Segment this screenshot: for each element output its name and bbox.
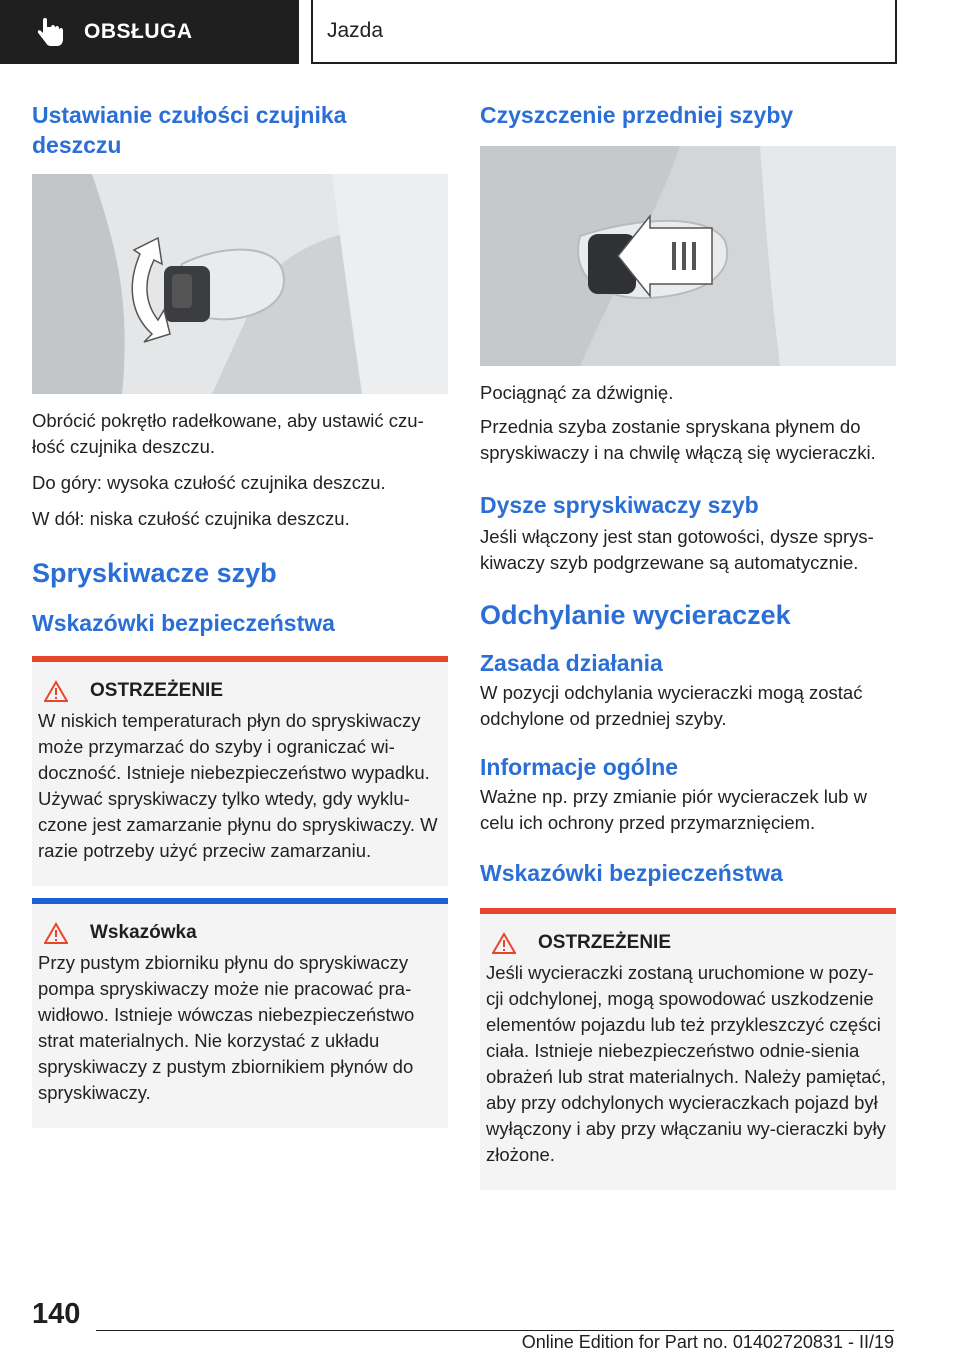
heading-general-info: Informacje ogólne (480, 754, 679, 780)
heading-principle: Zasada działania (480, 650, 663, 676)
warning-title: OSTRZEŻENIE (90, 680, 224, 701)
note-box (32, 898, 448, 1128)
note-text: Przy pustym zbiorniku płynu do spryskiwaczy pompa spryskiwaczy może nie pracować pra-widłowo. Istnieje wówczas niebezpieczeństwo strat materialnych. Nie korzystać z układu spryskiwaczy z pustym zbiornikiem płynów do spryskiwaczy. (38, 952, 415, 1103)
text-clean-1: Pociągnąć za dźwignię. (480, 382, 674, 403)
heading-clean-windshield: Czyszczenie przedniej szyby (480, 102, 794, 128)
warning-title: OSTRZEŻENIE (538, 932, 672, 953)
text-rain-sensor-2: Do góry: wysoka czułość czujnika deszczu. (32, 472, 386, 493)
warning-box-right (480, 908, 896, 1190)
heading-safety-left: Wskazówki bezpieczeństwa (32, 610, 335, 636)
text-principle: W pozycji odchylania wycieraczki mogą zostać odchylone od przedniej szyby. (480, 682, 863, 729)
page-header (0, 0, 960, 66)
heading-nozzles: Dysze spryskiwaczy szyb (480, 492, 759, 518)
page-number: 140 (32, 1298, 81, 1330)
text-nozzles: Jeśli włączony jest stan gotowości, dysze sprys-kiwaczy szyb podgrzewane są automatycznie. (480, 526, 874, 573)
heading-rain-sensor: Ustawianie czułości czujnika deszczu (32, 102, 347, 158)
text-rain-sensor-1: Obrócić pokrętło radełkowane, aby ustawić czu-łość czujnika deszczu. (32, 410, 424, 457)
heading-safety-right: Wskazówki bezpieczeństwa (480, 860, 783, 886)
rain-sensor-illustration (32, 174, 448, 394)
text-general-info: Ważne np. przy zmianie piór wycieraczek lub w celu ich ochrony przed przymarznięciem. (480, 786, 867, 833)
section-tab-label: OBSŁUGA (84, 20, 193, 43)
heading-fold-wipers: Odchylanie wycieraczek (480, 600, 791, 630)
right-column (480, 100, 896, 1190)
text-rain-sensor-3: W dół: niska czułość czujnika deszczu. (32, 508, 350, 529)
left-column (32, 100, 448, 1128)
hand-pointer-icon (36, 16, 66, 48)
footer-divider (96, 1330, 894, 1331)
washer-lever-illustration (480, 146, 896, 366)
heading-washers: Spryskiwacze szyb (32, 558, 277, 588)
warning-box-left (32, 656, 448, 886)
text-clean-2: Przednia szyba zostanie spryskana płynem do spryskiwaczy i na chwilę włączą się wycieraczki. (480, 416, 876, 463)
warning-text: Jeśli wycieraczki zostaną uruchomione w pozy-cji odchylonej, mogą spowodować uszkodzenie elementów pojazdu lub też przykleszczyć części ciała. Istnieje niebezpieczeństwo odnie-sienia obrażeń lub strat materialnych. Należy pamiętać, aby przy odchylonych wycieraczkach pojazd był wyłączony i aby przy włączaniu wy-cieraczki były złożone. (486, 962, 886, 1165)
section-tab (0, 0, 299, 64)
warning-text: W niskich temperaturach płyn do spryskiwaczy może przymarzać do szyby i ograniczać wi-doczność. Istnieje niebezpieczeństwo wypadku. Używać spryskiwaczy tylko wtedy, gdy wyklu-czone jest zamarzanie płynu do spryskiwaczy. W razie potrzeby użyć przeciw zamarzaniu. (38, 710, 438, 861)
edition-info: Online Edition for Part no. 01402720831 - II/19 (521, 1332, 894, 1352)
washer-lever-photo (480, 146, 896, 366)
rain-sensor-photo (32, 174, 448, 394)
warning-triangle-icon (44, 922, 68, 944)
note-title: Wskazówka (90, 922, 197, 943)
warning-triangle-icon (44, 680, 68, 702)
warning-triangle-icon (492, 932, 516, 954)
chapter-tab-label: Jazda (327, 19, 384, 42)
chapter-tab (311, 0, 897, 64)
